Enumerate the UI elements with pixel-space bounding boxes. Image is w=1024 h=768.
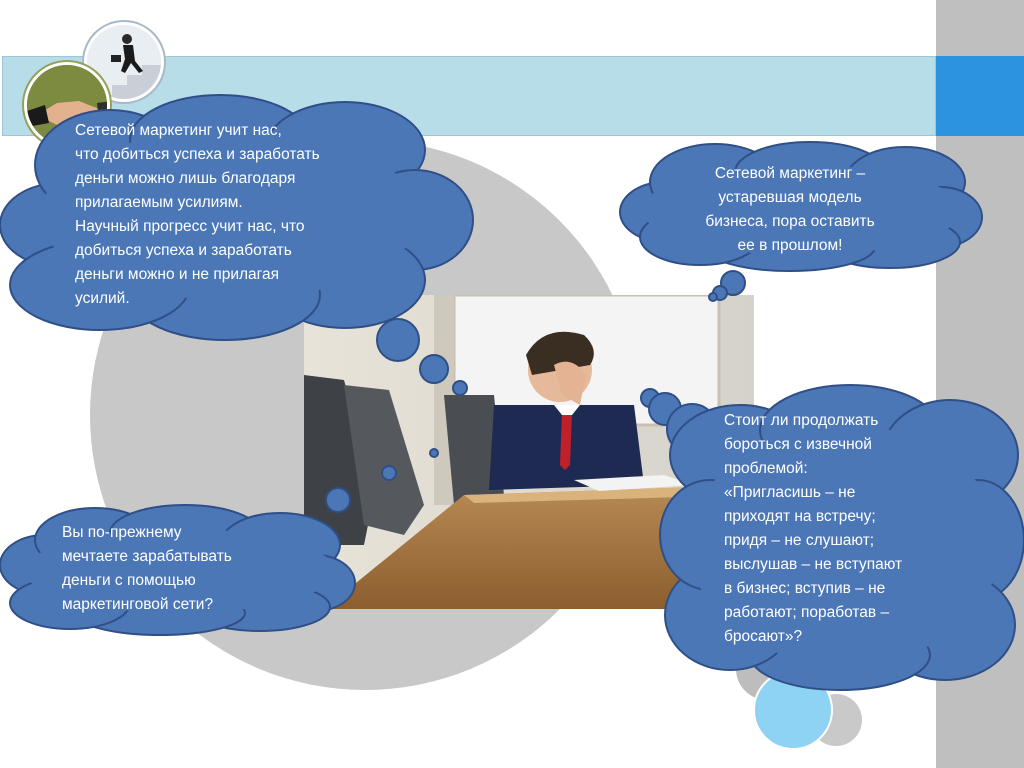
thought-circle bbox=[376, 318, 420, 362]
bubble-text-bottom-left: Вы по-прежнему мечтаете зарабатывать деньги с помощью маркетинговой сети? bbox=[62, 524, 232, 613]
thought-bubble-top-right bbox=[620, 142, 985, 272]
thought-circle bbox=[419, 354, 449, 384]
thought-circle bbox=[381, 465, 397, 481]
bubble-text-right: Стоит ли продолжать бороться с извечной проблемой: «Пригласишь – не приходят на встречу; придя – не слушают; выслушав – не вступают в бизнес; вступив – не работают; поработав – бросают»? bbox=[724, 412, 903, 645]
thought-circle bbox=[708, 292, 718, 302]
thought-bubble-bottom-left bbox=[0, 505, 360, 635]
bubble-text-top-left: Сетевой маркетинг учит нас, что добиться успеха и заработать деньги можно лишь благодаря прилагаемым усилиям. Научный прогресс учит нас, что добиться успеха и заработать деньги можно и не прилагая усилий. bbox=[75, 122, 320, 307]
bubble-text-top-right: Сетевой маркетинг – устаревшая модель бизнеса, пора оставить ее в прошлом! bbox=[705, 165, 875, 254]
thought-circle bbox=[429, 448, 439, 458]
thought-bubble-top-left bbox=[0, 95, 475, 345]
right-accent-block bbox=[936, 56, 1024, 136]
thought-bubble-right bbox=[660, 385, 1024, 690]
thought-circle bbox=[452, 380, 468, 396]
